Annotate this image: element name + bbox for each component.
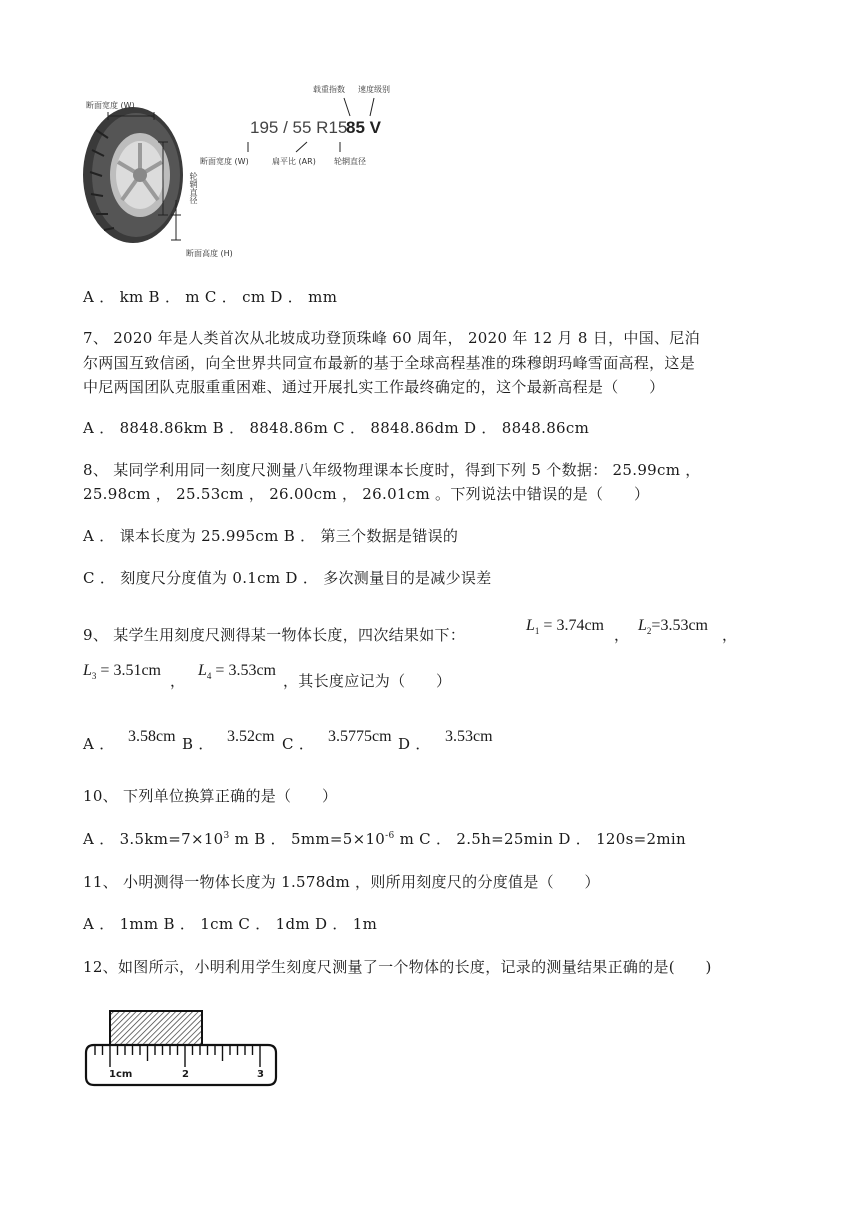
- tire-rim-diameter-label-bottom: 轮辋直径: [334, 157, 366, 166]
- ruler-figure: [80, 1005, 280, 1095]
- q9-l1: $L_1 = 3.74cm$: [526, 617, 604, 637]
- q10-option-b-exponent: -6: [385, 831, 395, 841]
- q9-sep2: ，: [722, 626, 738, 644]
- q8-stem-line1: 8、 某同学利用同一刻度尺测量八年级物理课本长度时，得到下列 5 个数据： 25.99cm ，: [83, 461, 701, 479]
- ruler-label-2: 2: [182, 1069, 189, 1080]
- tire-section-height-label: 断面高度 (H): [186, 249, 233, 258]
- q8-options-cd: C ． 刻度尺分度值为 0.1cm D ． 多次测量目的是减少误差: [83, 569, 492, 587]
- ruler-label-1cm: 1cm: [109, 1069, 133, 1080]
- q9-l1-value: 3.74cm: [556, 617, 604, 634]
- q9-option-c-letter: C ．: [282, 735, 315, 753]
- q10-options-cd: m C ． 2.5h=25min D ． 120s=2min: [399, 830, 686, 848]
- q10-stem: 10、 下列单位换算正确的是（ ）: [83, 787, 338, 805]
- q6-options: A ． km B ． m C ． cm D ． mm: [83, 288, 338, 306]
- q9-l4-value: 3.53cm: [228, 662, 276, 679]
- q9-option-b-letter: B ．: [182, 735, 214, 753]
- q9-stem-tail: ，其长度应记为（ ）: [283, 672, 452, 690]
- tire-rim-diameter-label-side: 轮辋直径: [189, 172, 198, 204]
- q12-stem: 12、如图所示，小明利用学生刻度尺测量了一个物体的长度，记录的测量结果正确的是( ): [83, 958, 712, 976]
- q10-option-a: A ． 3.5km=7×10: [83, 830, 224, 848]
- q11-options: A ． 1mm B ． 1cm C ． 1dm D ． 1m: [83, 915, 378, 933]
- q7-stem-line2: 尔两国互致信函，向全世界共同宣布最新的基于全球高程基准的珠穆朗玛峰雪面高程，这是: [83, 354, 696, 372]
- q9-option-a-letter: A ．: [83, 735, 115, 753]
- tire-width-label-top: 断面宽度 (W): [86, 101, 135, 110]
- q10-option-a-exponent: 3: [223, 831, 230, 841]
- q7-stem-line3: 中尼两国团队克服重重困难、通过开展扎实工作最终确定的，这个最新高程是（ ）: [83, 378, 665, 396]
- q9-option-b-value: 3.52cm: [227, 728, 275, 745]
- q9-l3: $L_3 = 3.51cm$: [83, 662, 161, 682]
- q7-options: A ． 8848.86km B ． 8848.86m C ． 8848.86dm D ． 8848.86cm: [83, 419, 590, 437]
- ruler-illustration: [80, 1005, 280, 1095]
- ruler-label-3: 3: [257, 1069, 264, 1080]
- q9-option-a-value: 3.58cm: [128, 728, 176, 745]
- q9-l2: $L_2=3.53cm$: [638, 617, 708, 637]
- tire-aspect-ratio-label: 扁平比 (AR): [272, 157, 316, 166]
- q11-stem: 11、 小明测得一物体长度为 1.578dm ，则所用刻度尺的分度值是（ ）: [83, 873, 600, 891]
- tire-speed-rating-label: 速度级别: [358, 85, 390, 94]
- q10-option-b: m B ． 5mm=5×10: [234, 830, 386, 848]
- q9-l4: $L_4 = 3.53cm$: [198, 662, 276, 682]
- q8-stem-line2: 25.98cm ， 25.53cm ， 26.00cm ， 26.01cm 。下列说法中错误的是（ ）: [83, 485, 650, 503]
- tire-size-code: 195 / 55 R15: [250, 118, 348, 137]
- tire-load-index-label: 载重指数: [313, 85, 345, 94]
- measured-object: [110, 1011, 202, 1045]
- q9-option-d-letter: D ．: [398, 735, 431, 753]
- tire-figure: [78, 80, 408, 270]
- tire-load-speed-code: 85 V: [346, 118, 381, 137]
- q9-stem: 9、 某学生用刻度尺测得某一物体长度，四次结果如下：: [83, 626, 466, 644]
- tire-width-label-bottom: 断面宽度 (W): [200, 157, 249, 166]
- q8-options-ab: A ． 课本长度为 25.995cm B ． 第三个数据是错误的: [83, 527, 459, 545]
- q9-option-c-value: 3.5775cm: [328, 728, 392, 745]
- q9-option-d-value: 3.53cm: [445, 728, 493, 745]
- q7-stem-line1: 7、 2020 年是人类首次从北坡成功登顶珠峰 60 周年， 2020 年 12 月 8 日，中国、尼泊: [83, 329, 700, 347]
- q9-sep1: ，: [614, 626, 630, 644]
- q9-l2-value: 3.53cm: [660, 617, 708, 634]
- q10-options: [83, 828, 686, 849]
- q9-sep3: ，: [170, 672, 186, 690]
- q9-l3-value: 3.51cm: [113, 662, 161, 679]
